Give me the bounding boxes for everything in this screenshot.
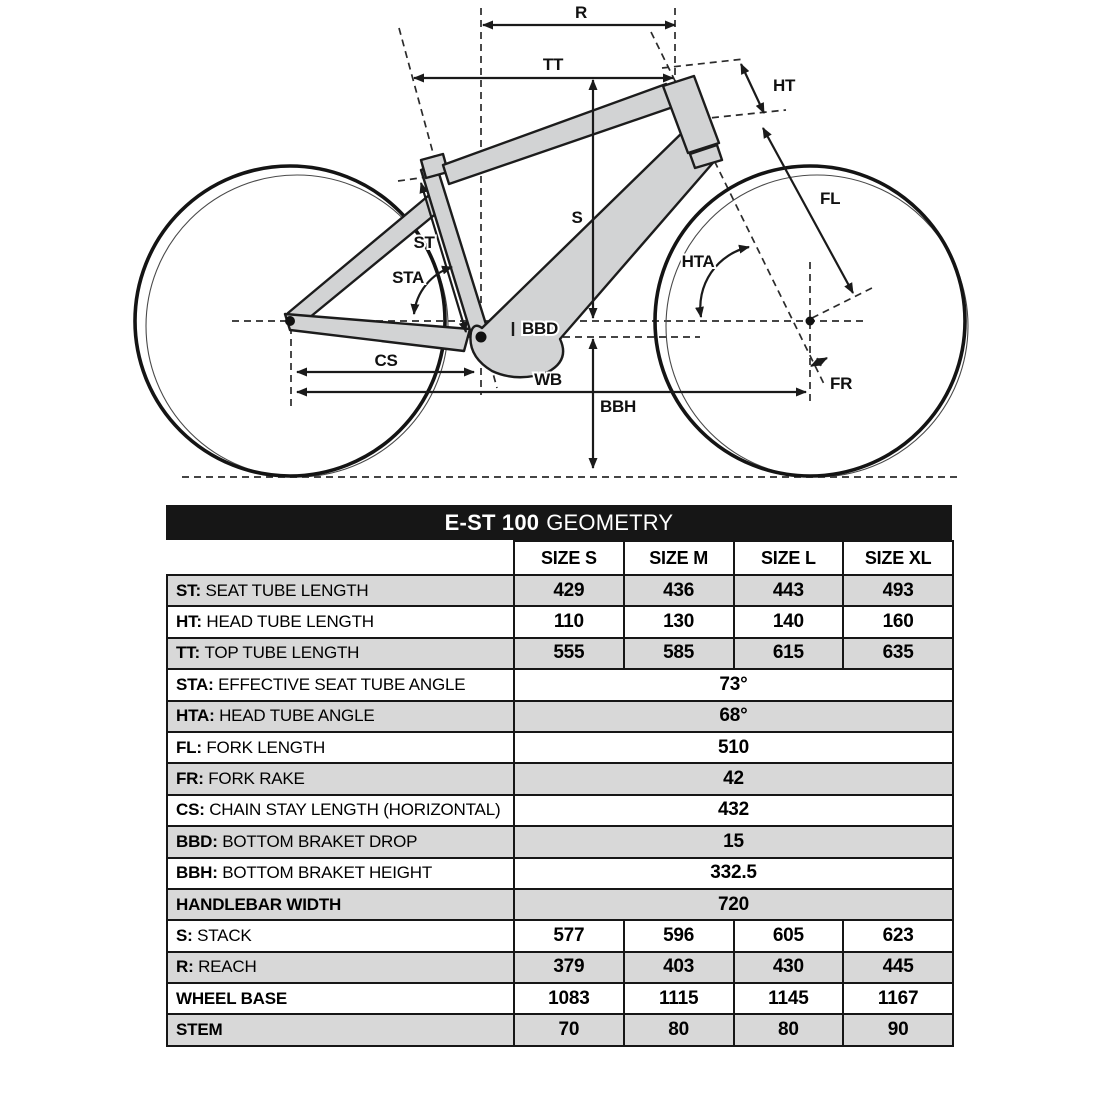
table-title-word: GEOMETRY (546, 510, 674, 535)
cell-value: 493 (843, 575, 953, 606)
front-wheel-rim (666, 175, 968, 477)
cell-value-merged: 510 (514, 732, 953, 763)
cell-value: 110 (514, 606, 624, 637)
table-row (167, 795, 953, 826)
cell-value: 429 (514, 575, 624, 606)
reach-label: R (575, 3, 587, 22)
row-label: HTA: HEAD TUBE ANGLE (167, 701, 514, 732)
table-row (167, 575, 953, 606)
table-row (167, 858, 953, 889)
cell-value: 585 (624, 638, 734, 669)
cell-value-merged: 432 (514, 795, 953, 826)
fork-rake-arrow (811, 358, 827, 366)
cell-value: 623 (843, 920, 953, 951)
table-row (167, 920, 953, 951)
cell-value-merged: 15 (514, 826, 953, 857)
cell-value: 80 (624, 1014, 734, 1045)
cell-value-merged: 68° (514, 701, 953, 732)
table-row (167, 952, 953, 983)
row-label: FR: FORK RAKE (167, 763, 514, 794)
row-label: R: REACH (167, 952, 514, 983)
seat-tube-label: ST (413, 233, 435, 252)
bottom-bracket-drop-label: BBD (522, 319, 558, 338)
cell-value: 80 (734, 1014, 844, 1045)
bottom-bracket-height-label: BBH (600, 397, 636, 416)
chain-stay (285, 314, 470, 351)
row-label: HT: HEAD TUBE LENGTH (167, 606, 514, 637)
table-title-model: E-ST 100 (444, 510, 540, 535)
row-label: FL: FORK LENGTH (167, 732, 514, 763)
table-row (167, 983, 953, 1014)
table-row (167, 669, 953, 700)
size-header-row (167, 541, 953, 575)
seat-tube (421, 164, 489, 340)
cell-value: 403 (624, 952, 734, 983)
table-row (167, 638, 953, 669)
cell-value: 436 (624, 575, 734, 606)
seat-tube-angle-label: STA (392, 268, 424, 287)
head-tube (663, 76, 719, 153)
bb-dot (476, 332, 487, 343)
row-label: STA: EFFECTIVE SEAT TUBE ANGLE (167, 669, 514, 700)
row-label: HANDLEBAR WIDTH (167, 889, 514, 920)
row-label: WHEEL BASE (167, 983, 514, 1014)
cell-value: 577 (514, 920, 624, 951)
cell-value: 445 (843, 952, 953, 983)
cell-value: 596 (624, 920, 734, 951)
cell-value-merged: 73° (514, 669, 953, 700)
col-size-xl: SIZE XL (843, 541, 953, 575)
cell-value: 160 (843, 606, 953, 637)
col-size-l: SIZE L (734, 541, 844, 575)
cell-value: 1167 (843, 983, 953, 1014)
cell-value: 1083 (514, 983, 624, 1014)
cell-value: 1115 (624, 983, 734, 1014)
fork-length-arrow (763, 128, 853, 293)
row-label: BBD: BOTTOM BRAKET DROP (167, 826, 514, 857)
ht-bottom-tick (700, 110, 786, 119)
cell-value: 443 (734, 575, 844, 606)
cell-value: 1145 (734, 983, 844, 1014)
cell-value-merged: 42 (514, 763, 953, 794)
cell-value: 379 (514, 952, 624, 983)
cell-value: 140 (734, 606, 844, 637)
cell-value: 605 (734, 920, 844, 951)
table-row (167, 606, 953, 637)
row-label: STEM (167, 1014, 514, 1045)
row-label: TT: TOP TUBE LENGTH (167, 638, 514, 669)
col-size-m: SIZE M (624, 541, 734, 575)
col-size-s: SIZE S (514, 541, 624, 575)
size-header-blank (167, 541, 514, 575)
row-label: CS: CHAIN STAY LENGTH (HORIZONTAL) (167, 795, 514, 826)
cell-value: 90 (843, 1014, 953, 1045)
table-row (167, 701, 953, 732)
fork-rake-label: FR (830, 374, 853, 393)
table-row (167, 826, 953, 857)
top-tube (443, 84, 676, 184)
bike-geometry-diagram (0, 0, 1100, 500)
head-tube-angle-label: HTA (681, 252, 715, 271)
row-label: BBH: BOTTOM BRAKET HEIGHT (167, 858, 514, 889)
head-tube-arrow (741, 64, 764, 113)
stack-label: S (571, 208, 583, 227)
cell-value: 635 (843, 638, 953, 669)
head-tube-label: HT (773, 76, 796, 95)
table-row (167, 763, 953, 794)
cell-value: 70 (514, 1014, 624, 1045)
table-row (167, 1014, 953, 1045)
cell-value: 430 (734, 952, 844, 983)
table-row (167, 732, 953, 763)
row-label: ST: SEAT TUBE LENGTH (167, 575, 514, 606)
table-row (167, 889, 953, 920)
top-tube-label: TT (542, 55, 564, 74)
rear-axle-dot (285, 316, 295, 326)
wheel-base-label: WB (534, 370, 562, 389)
cell-value: 615 (734, 638, 844, 669)
cell-value: 555 (514, 638, 624, 669)
geometry-grid (166, 540, 954, 1047)
cell-value: 130 (624, 606, 734, 637)
cell-value-merged: 332.5 (514, 858, 953, 889)
front-axle-dot (806, 317, 815, 326)
geometry-table (166, 505, 952, 1047)
fork-length-label: FL (820, 189, 841, 208)
row-label: S: STACK (167, 920, 514, 951)
table-title (166, 505, 952, 540)
seat-stay (288, 196, 444, 327)
chain-stay-label: CS (374, 351, 398, 370)
fl-axle-tick (812, 287, 874, 318)
cell-value-merged: 720 (514, 889, 953, 920)
